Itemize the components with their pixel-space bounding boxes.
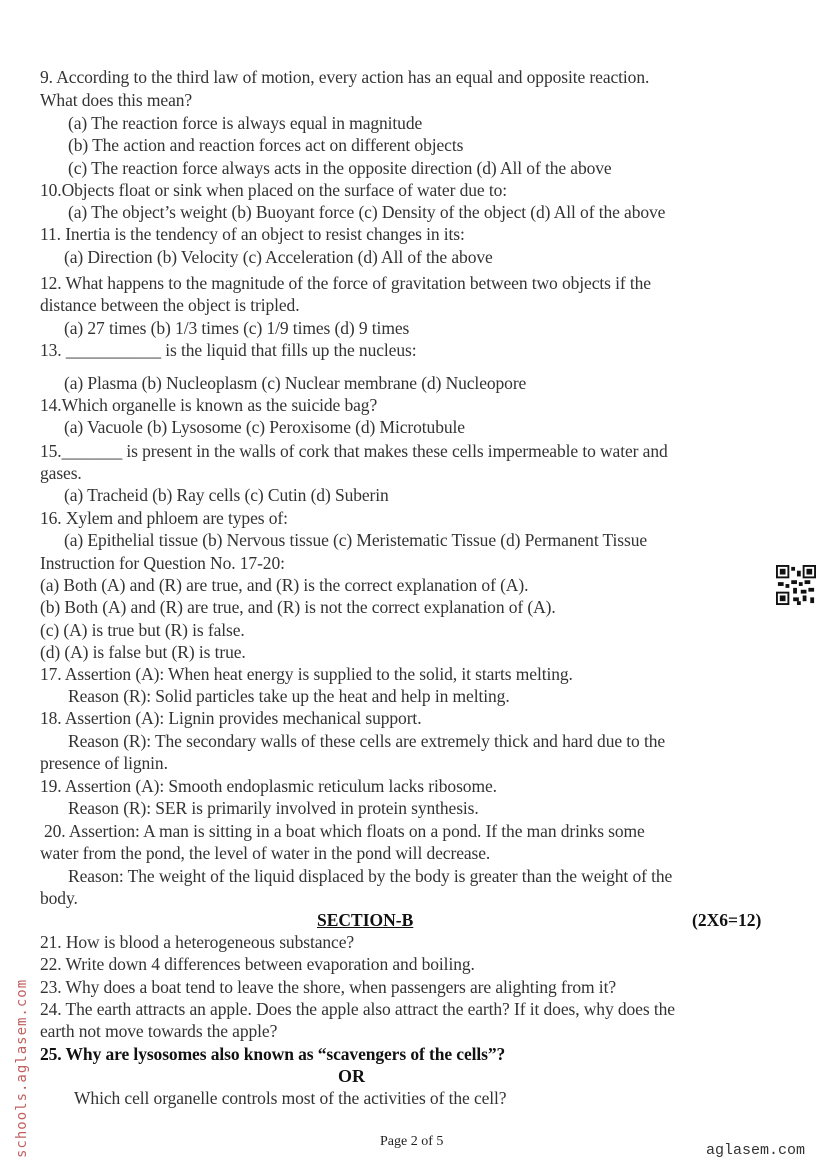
- question-line: Which cell organelle controls most of the activities of the cell?: [74, 1088, 507, 1108]
- question-line: distance between the object is tripled.: [40, 295, 300, 315]
- question-line: (a) Epithelial tissue (b) Nervous tissue (c) Meristematic Tissue (d) Permanent Tissue: [64, 530, 648, 550]
- section-marks: (2X6=12): [692, 910, 762, 930]
- question-line: 12. What happens to the magnitude of the force of gravitation between two objects if the: [40, 273, 651, 293]
- question-line: (a) The object’s weight (b) Buoyant force (c) Density of the object (d) All of the above: [68, 202, 666, 222]
- question-line: (a) 27 times (b) 1/3 times (c) 1/9 times (d) 9 times: [64, 318, 410, 338]
- question-line: Instruction for Question No. 17-20:: [40, 553, 285, 573]
- question-line: (a) Plasma (b) Nucleoplasm (c) Nuclear membrane (d) Nucleopore: [64, 373, 527, 393]
- question-line: water from the pond, the level of water in the pond will decrease.: [40, 843, 491, 863]
- question-line: (a) The reaction force is always equal in magnitude: [68, 113, 423, 133]
- question-line: 23. Why does a boat tend to leave the shore, when passengers are alighting from it?: [40, 977, 616, 997]
- side-watermark: schools.aglasem.com: [14, 978, 30, 1158]
- question-line: 24. The earth attracts an apple. Does the apple also attract the earth? If it does, why does the: [40, 999, 675, 1019]
- question-line: (c) (A) is true but (R) is false.: [40, 620, 245, 640]
- question-line: 20. Assertion: A man is sitting in a boat which floats on a pond. If the man drinks some: [44, 821, 645, 841]
- question-line: (a) Both (A) and (R) are true, and (R) is the correct explanation of (A).: [40, 575, 529, 595]
- question-line: (a) Vacuole (b) Lysosome (c) Peroxisome (d) Microtubule: [64, 417, 465, 437]
- question-line: (b) The action and reaction forces act on different objects: [68, 135, 464, 155]
- question-line: Reason: The weight of the liquid displaced by the body is greater than the weight of the: [68, 866, 673, 886]
- question-line: 14.Which organelle is known as the suicide bag?: [40, 395, 378, 415]
- question-line: (a) Tracheid (b) Ray cells (c) Cutin (d) Suberin: [64, 485, 389, 505]
- question-line: 13. ___________ is the liquid that fills up the nucleus:: [40, 340, 417, 360]
- question-line: Reason (R): SER is primarily involved in protein synthesis.: [68, 798, 479, 818]
- question-line: 21. How is blood a heterogeneous substance?: [40, 932, 355, 952]
- question-line: 19. Assertion (A): Smooth endoplasmic reticulum lacks ribosome.: [40, 776, 497, 796]
- question-line: (b) Both (A) and (R) are true, and (R) is not the correct explanation of (A).: [40, 597, 556, 617]
- question-line: body.: [40, 888, 78, 908]
- question-line: gases.: [40, 463, 82, 483]
- section-title: SECTION-B: [317, 910, 414, 930]
- question-line: Reason (R): Solid particles take up the heat and help in melting.: [68, 686, 510, 706]
- page-number: Page 2 of 5: [380, 1134, 444, 1149]
- question-line: 17. Assertion (A): When heat energy is supplied to the solid, it starts melting.: [40, 664, 573, 684]
- question-line: 11. Inertia is the tendency of an object to resist changes in its:: [40, 224, 465, 244]
- question-line: 25. Why are lysosomes also known as “scavengers of the cells”?: [40, 1044, 506, 1064]
- question-line: (c) The reaction force always acts in the opposite direction (d) All of the above: [68, 158, 612, 178]
- question-line: (d) (A) is false but (R) is true.: [40, 642, 246, 662]
- corner-watermark: aglasem.com: [706, 1142, 806, 1159]
- question-line: 9. According to the third law of motion, every action has an equal and opposite reaction.: [40, 67, 650, 87]
- question-line: What does this mean?: [40, 90, 193, 110]
- question-line: Reason (R): The secondary walls of these cells are extremely thick and hard due to the: [68, 731, 666, 751]
- qr-code-icon: [776, 565, 816, 605]
- question-line: presence of lignin.: [40, 753, 168, 773]
- question-line: 15._______ is present in the walls of cork that makes these cells impermeable to water and: [40, 441, 668, 461]
- question-line: earth not move towards the apple?: [40, 1021, 278, 1041]
- question-line: 16. Xylem and phloem are types of:: [40, 508, 288, 528]
- question-line: 22. Write down 4 differences between evaporation and boiling.: [40, 954, 475, 974]
- question-line: 10.Objects float or sink when placed on the surface of water due to:: [40, 180, 507, 200]
- question-line: (a) Direction (b) Velocity (c) Acceleration (d) All of the above: [64, 247, 493, 267]
- question-line: 18. Assertion (A): Lignin provides mechanical support.: [40, 708, 422, 728]
- or-separator: OR: [338, 1066, 365, 1086]
